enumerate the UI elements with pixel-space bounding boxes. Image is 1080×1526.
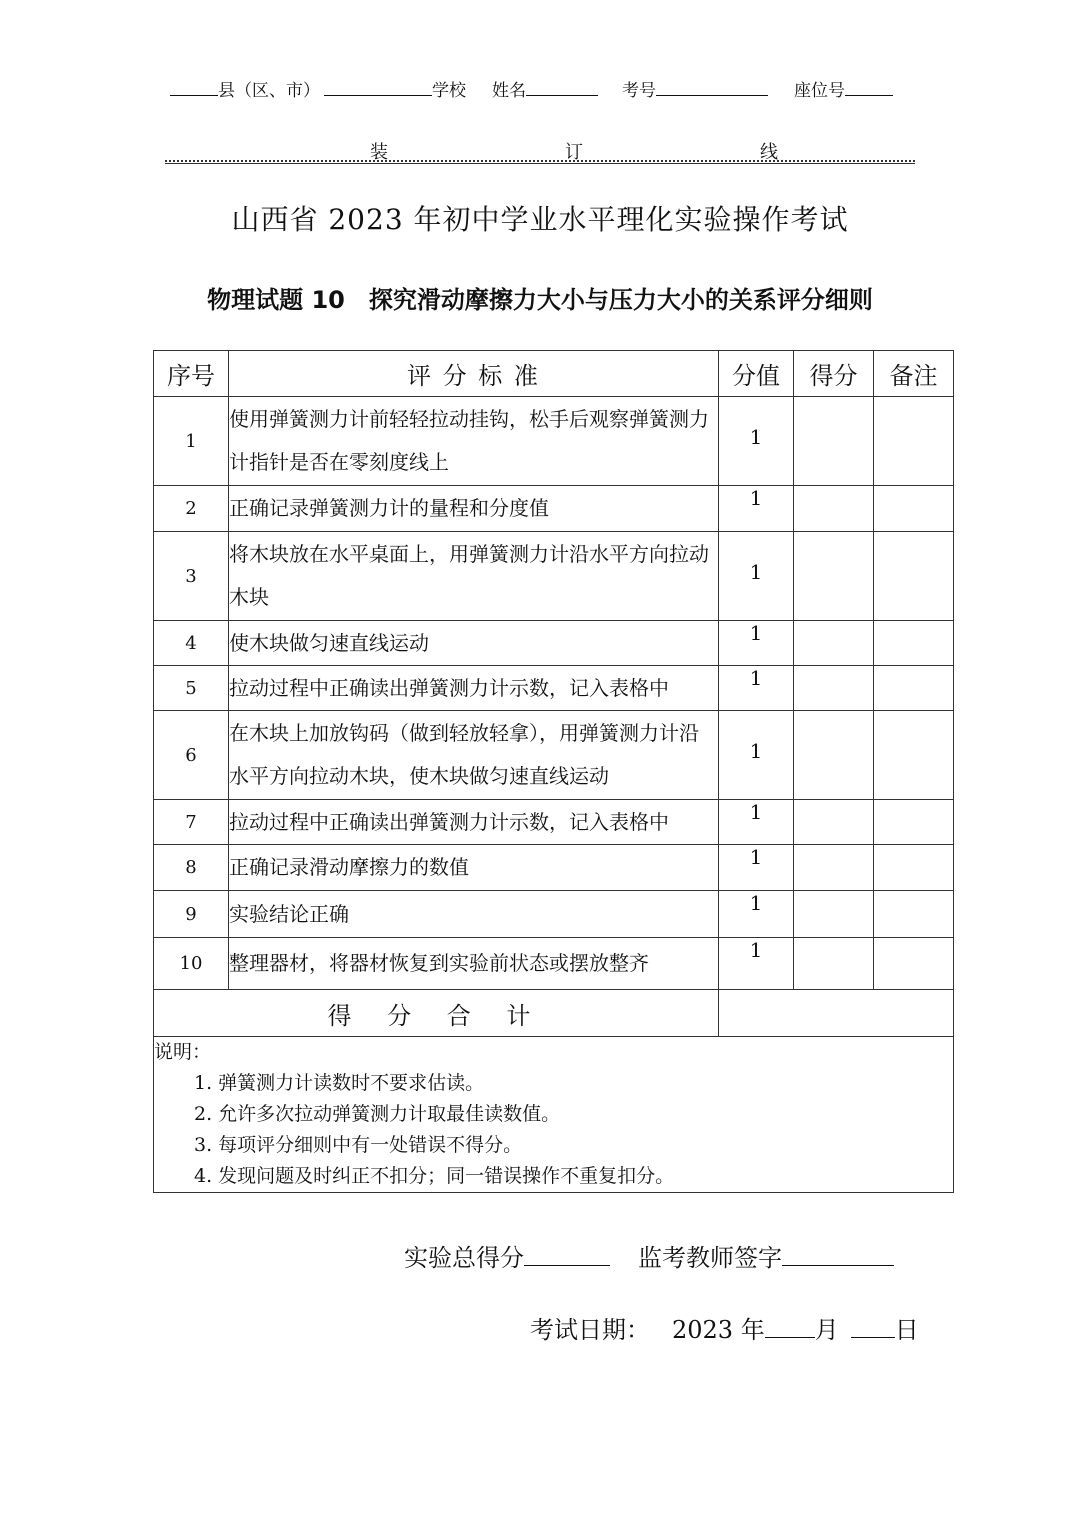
row-remarks-cell[interactable] <box>874 711 954 800</box>
seat-no-blank[interactable] <box>845 79 893 96</box>
table-row <box>154 891 954 938</box>
table-row <box>154 621 954 666</box>
binding-char-2: 订 <box>565 142 583 163</box>
binding-char-1: 装 <box>370 142 388 163</box>
header-index: 序号 <box>154 351 229 397</box>
page-subtitle: 物理试题 10 探究滑动摩擦力大小与压力大小的关系评分细则 <box>207 286 873 314</box>
total-label: 得 分 合 计 <box>154 990 719 1037</box>
row-criteria: 拉动过程中正确读出弹簧测力计示数，记入表格中 <box>229 666 719 711</box>
seat-no-label: 座位号 <box>794 81 845 101</box>
row-remarks-cell[interactable] <box>874 486 954 532</box>
row-remarks-cell[interactable] <box>874 800 954 845</box>
row-criteria: 实验结论正确 <box>229 891 719 938</box>
row-points: 1 <box>719 397 794 486</box>
header-score: 得分 <box>794 351 874 397</box>
date-label: 考试日期： <box>530 1316 650 1344</box>
proctor-signature-blank[interactable] <box>782 1243 894 1266</box>
name-blank[interactable] <box>526 79 598 96</box>
county-blank[interactable] <box>170 79 218 96</box>
row-index: 8 <box>154 845 229 891</box>
table-row <box>154 938 954 990</box>
date-day: 日 <box>894 1316 919 1344</box>
row-score-cell[interactable] <box>794 711 874 800</box>
footer-date-line <box>530 1310 919 1345</box>
exam-no-label: 考号 <box>622 81 656 101</box>
row-criteria: 拉动过程中正确读出弹簧测力计示数，记入表格中 <box>229 800 719 845</box>
total-row <box>154 990 954 1037</box>
table-row <box>154 845 954 891</box>
table-row <box>154 711 954 800</box>
footer-signature-line <box>404 1238 894 1273</box>
note-item: 1. 弹簧测力计读数时不要求估读。 <box>194 1072 485 1094</box>
row-criteria: 在木块上加放钩码（做到轻放轻拿），用弹簧测力计沿水平方向拉动木块，使木块做匀速直线运动 <box>229 711 719 800</box>
row-criteria: 将木块放在水平桌面上，用弹簧测力计沿水平方向拉动木块 <box>229 532 719 621</box>
row-index: 2 <box>154 486 229 532</box>
date-year: 2023 年 <box>672 1316 765 1344</box>
note-item: 3. 每项评分细则中有一处错误不得分。 <box>194 1134 523 1156</box>
row-index: 7 <box>154 800 229 845</box>
row-index: 3 <box>154 532 229 621</box>
row-points: 1 <box>719 891 794 938</box>
row-remarks-cell[interactable] <box>874 666 954 711</box>
row-criteria: 正确记录滑动摩擦力的数值 <box>229 845 719 891</box>
row-remarks-cell[interactable] <box>874 938 954 990</box>
row-remarks-cell[interactable] <box>874 532 954 621</box>
row-index: 10 <box>154 938 229 990</box>
scoring-table <box>153 350 954 1193</box>
table-header-row <box>154 351 954 397</box>
row-score-cell[interactable] <box>794 845 874 891</box>
day-blank[interactable] <box>851 1315 895 1338</box>
date-month: 月 <box>814 1316 839 1344</box>
row-criteria: 使用弹簧测力计前轻轻拉动挂钩，松手后观察弹簧测力计指针是否在零刻度线上 <box>229 397 719 486</box>
row-score-cell[interactable] <box>794 666 874 711</box>
notes-row <box>154 1037 954 1193</box>
notes-cell <box>154 1037 954 1193</box>
row-score-cell[interactable] <box>794 532 874 621</box>
school-blank[interactable] <box>324 79 432 96</box>
row-index: 1 <box>154 397 229 486</box>
row-criteria: 使木块做匀速直线运动 <box>229 621 719 666</box>
row-score-cell[interactable] <box>794 621 874 666</box>
total-score-label: 实验总得分 <box>404 1244 524 1272</box>
row-points: 1 <box>719 938 794 990</box>
header-remarks: 备注 <box>874 351 954 397</box>
row-remarks-cell[interactable] <box>874 397 954 486</box>
table-row <box>154 666 954 711</box>
exam-no-blank[interactable] <box>656 79 768 96</box>
row-score-cell[interactable] <box>794 891 874 938</box>
proctor-label: 监考教师签字 <box>638 1244 782 1272</box>
binding-char-3: 线 <box>760 142 778 163</box>
note-item: 4. 发现问题及时纠正不扣分；同一错误操作不重复扣分。 <box>194 1165 675 1187</box>
row-index: 4 <box>154 621 229 666</box>
note-item: 2. 允许多次拉动弹簧测力计取最佳读数值。 <box>194 1103 561 1125</box>
header-fields <box>170 76 893 101</box>
table-row <box>154 397 954 486</box>
name-label: 姓名 <box>492 81 526 101</box>
row-points: 1 <box>719 845 794 891</box>
row-remarks-cell[interactable] <box>874 845 954 891</box>
school-label: 学校 <box>432 81 466 101</box>
notes-title: 说明： <box>154 1041 212 1063</box>
row-index: 9 <box>154 891 229 938</box>
row-index: 5 <box>154 666 229 711</box>
header-points: 分值 <box>719 351 794 397</box>
header-criteria: 评 分 标 准 <box>229 351 719 397</box>
row-remarks-cell[interactable] <box>874 621 954 666</box>
table-row <box>154 486 954 532</box>
row-score-cell[interactable] <box>794 397 874 486</box>
row-points: 1 <box>719 711 794 800</box>
table-row <box>154 532 954 621</box>
row-points: 1 <box>719 666 794 711</box>
total-score-blank[interactable] <box>524 1243 610 1266</box>
row-criteria: 正确记录弹簧测力计的量程和分度值 <box>229 486 719 532</box>
row-points: 1 <box>719 621 794 666</box>
row-points: 1 <box>719 486 794 532</box>
row-points: 1 <box>719 800 794 845</box>
row-score-cell[interactable] <box>794 486 874 532</box>
page-title: 山西省 2023 年初中学业水平理化实验操作考试 <box>231 203 849 236</box>
binding-line <box>165 138 915 162</box>
month-blank[interactable] <box>765 1315 815 1338</box>
row-score-cell[interactable] <box>794 938 874 990</box>
table-row <box>154 800 954 845</box>
binding-rule <box>165 163 915 164</box>
row-remarks-cell[interactable] <box>874 891 954 938</box>
county-label: 县（区、市） <box>218 81 320 101</box>
row-criteria: 整理器材，将器材恢复到实验前状态或摆放整齐 <box>229 938 719 990</box>
total-score-cell[interactable] <box>719 990 954 1037</box>
row-index: 6 <box>154 711 229 800</box>
row-score-cell[interactable] <box>794 800 874 845</box>
row-points: 1 <box>719 532 794 621</box>
